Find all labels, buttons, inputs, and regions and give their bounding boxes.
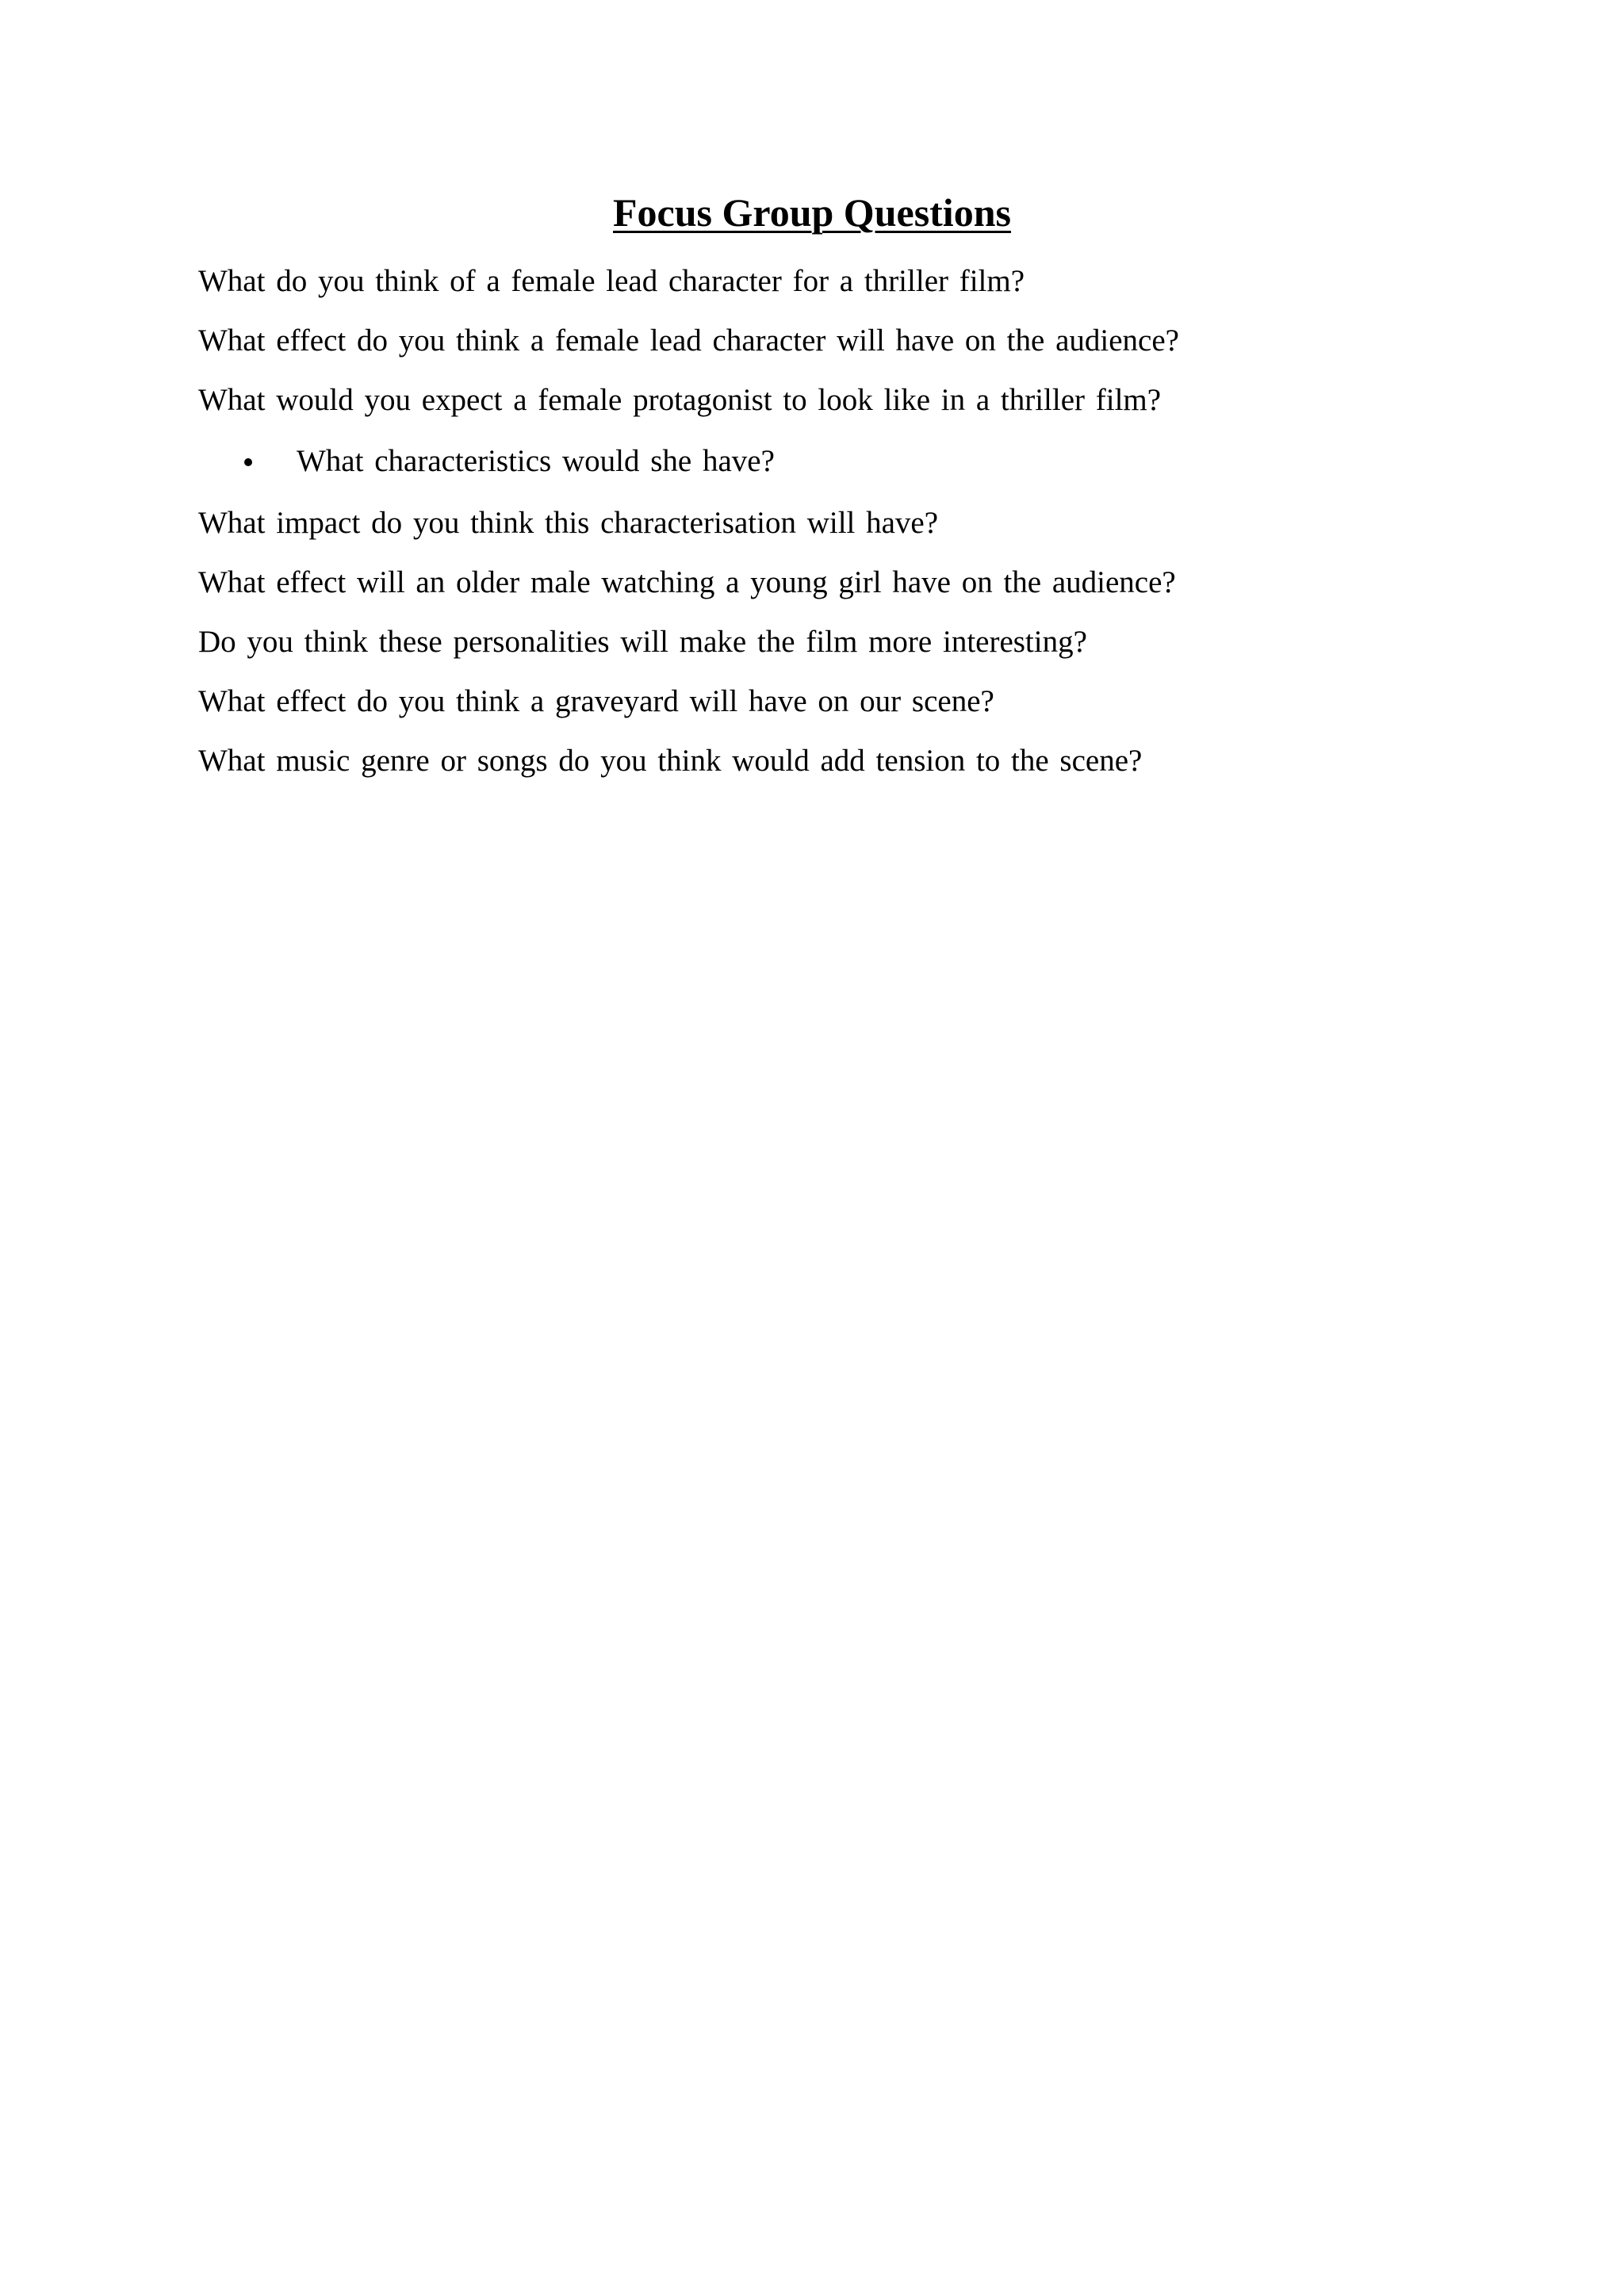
question-3: What would you expect a female protagonist to look like in a thriller film?	[198, 383, 1162, 417]
page-title: Focus Group Questions	[613, 190, 1011, 235]
question-7: What effect do you think a graveyard will have on our scene?	[198, 684, 994, 718]
bullet-text: What characteristics would she have?	[297, 444, 775, 478]
bullet-icon	[244, 458, 252, 466]
question-6: Do you think these personalities will make the film more interesting?	[198, 625, 1087, 659]
bullet-item	[244, 442, 775, 481]
question-1: What do you think of a female lead character for a thriller film?	[198, 264, 1025, 298]
question-2: What effect do you think a female lead character will have on the audience?	[198, 323, 1179, 358]
question-5: What effect will an older male watching a young girl have on the audience?	[198, 565, 1176, 599]
question-8: What music genre or songs do you think would add tension to the scene?	[198, 744, 1143, 778]
question-4: What impact do you think this characterisation will have?	[198, 506, 939, 540]
